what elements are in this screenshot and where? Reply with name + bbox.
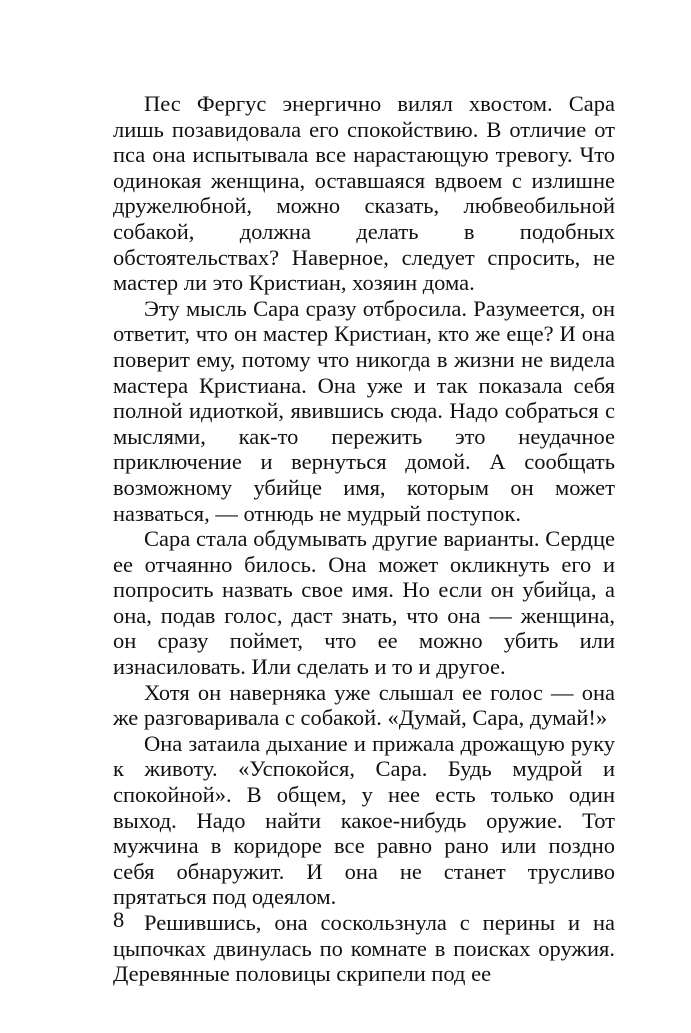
body-text [113, 91, 615, 987]
paragraph-1: Пес Фергус энергично вилял хвостом. Сара лишь позавидовала его спокойствию. В отличие от пса она испытывала все нарастающую тревогу. Что одинокая женщина, оставшаяся вдвоем с излишне дружелюбной, можно сказать, любвеобильной собакой, должна делать в подобных обстоятельствах? Наверное, следует спросить, не мастер ли это Кристиан, хозяин дома. [113, 91, 615, 296]
paragraph-5: Она затаила дыхание и прижала дрожащую руку к животу. «Успокойся, Сара. Будь мудрой и спокойной». В общем, у нее есть только один выход. Надо найти какое-нибудь оружие. Тот мужчина в коридоре все равно рано или поздно себя обнаружит. И она не станет трусливо прятаться под одеялом. [113, 730, 615, 910]
paragraph-6: Решившись, она соскользнула с перины и на цыпочках двинулась по комнате в поисках оружия. Деревянные половицы скрипели под ее [113, 910, 615, 987]
paragraph-3: Сара стала обдумывать другие варианты. Сердце ее отчаянно билось. Она может окликнуть его и попросить назвать свое имя. Но если он убийца, а она, подав голос, даст знать, что она — женщина, он сразу поймет, что ее можно убить или изнасиловать. Или сделать и то и другое. [113, 526, 615, 680]
paragraph-2: Эту мысль Сара сразу отбросила. Разумеется, он ответит, что он мастер Кристиан, кто же еще? И она поверит ему, потому что никогда в жизни не видела мастера Кристиана. Она уже и так показала себя полной идиоткой, явившись сюда. Надо собраться с мыслями, как-то пережить это неудачное приключение и вернуться домой. А сообщать возможному убийце имя, которым он может назваться, — отнюдь не мудрый поступок. [113, 295, 615, 526]
page-number: 8 [113, 907, 125, 932]
paragraph-4: Хотя он наверняка уже слышал ее голос — она же разговаривала с собакой. «Думай, Сара, думай!» [113, 679, 615, 731]
